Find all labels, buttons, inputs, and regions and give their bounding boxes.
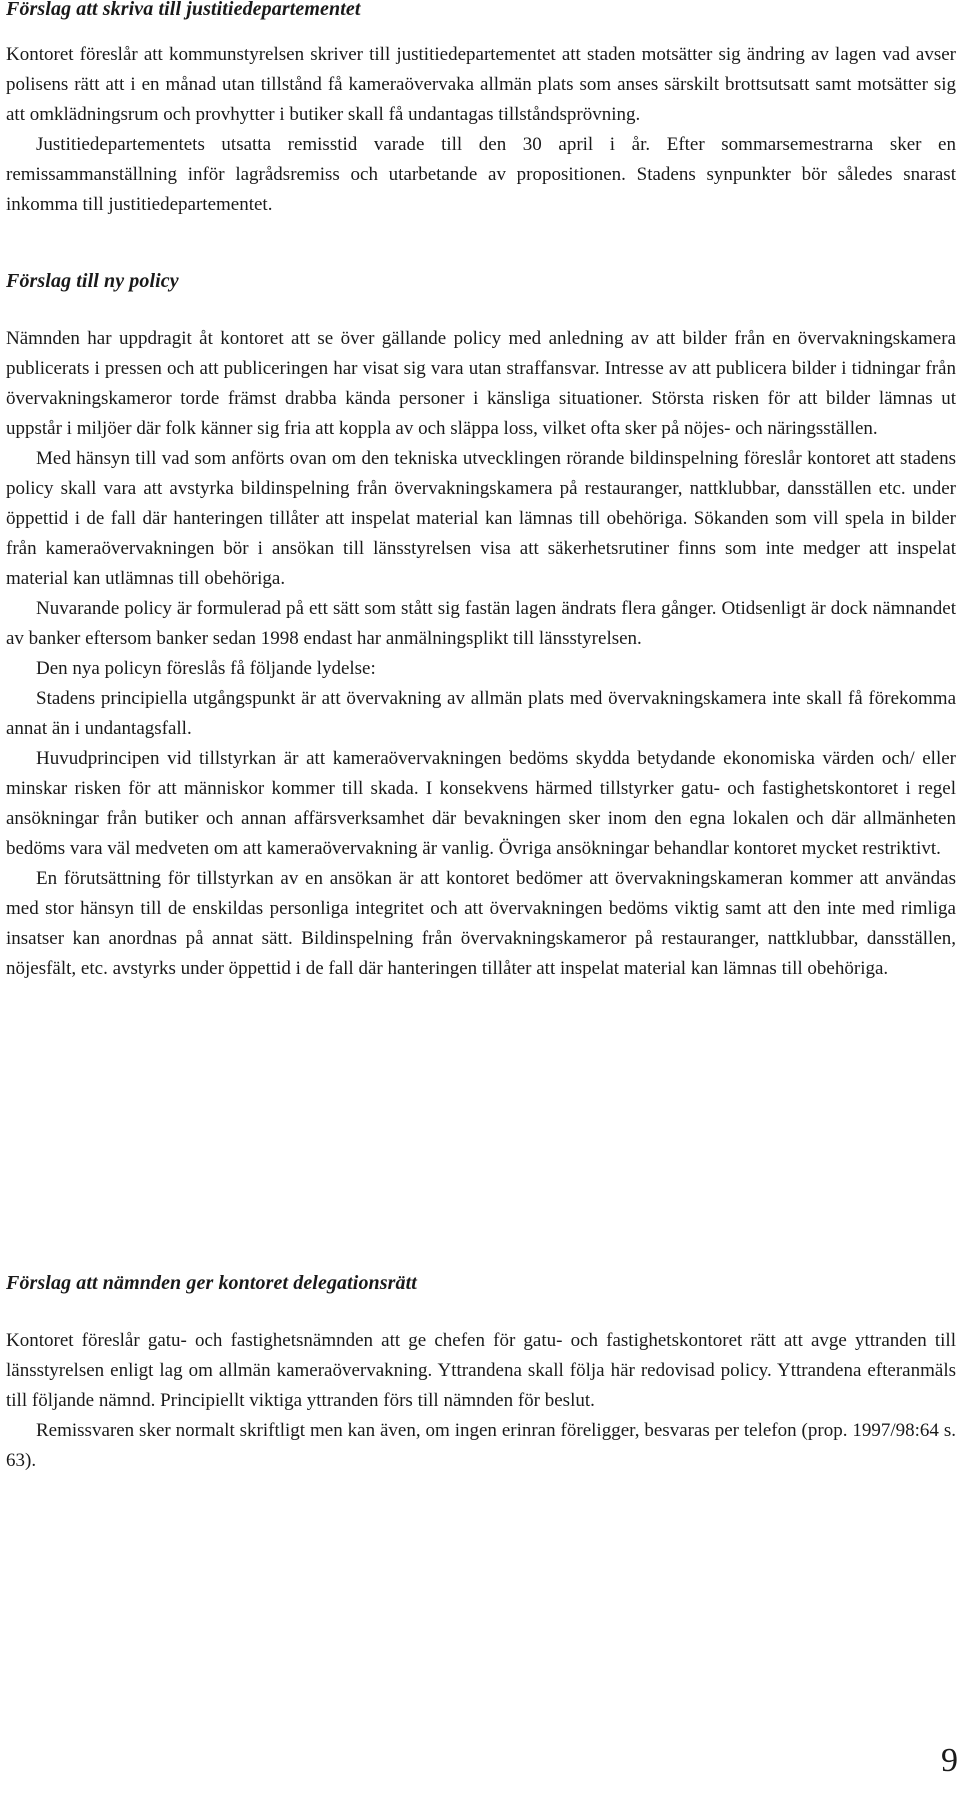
section-body-delegation [6,1326,956,1476]
paragraph: Kontoret föreslår att kommunstyrelsen skriver till justitiedepartementet att staden motsätter sig ändring av lagen vad avser polisens rätt att i en månad utan tillstånd få kameraövervaka allmän plats som anses särskilt brottsutsatt samt motsätter sig att omklädningsrum och provhytter i butiker skall få undantagas tillståndsprövning. [6,44,956,125]
paragraph: Kontoret föreslår gatu- och fastighetsnämnden att ge chefen för gatu- och fastighetskontoret rätt att avge yttranden till länsstyrelsen enligt lag om allmän kameraövervakning. Yttrandena skall följa här redovisad policy. Yttrandena efteranmäls till följande nämnd. Principiellt viktiga yttranden förs till nämnden för beslut. [6,1330,956,1411]
paragraph: Med hänsyn till vad som anförts ovan om den tekniska utvecklingen rörande bildinspelning föreslår kontoret att stadens policy skall vara att avstyrka bildinspelning från övervakningskamera på restauranger, nattklubbar, dansställen etc. under öppettid i de fall där hanteringen tillåter att inspelat material kan lämnas till obehöriga. Sökanden som vill spela in bilder från kameraövervakningen bör i ansökan till länsstyrelsen visa att säkerhetsrutiner finns som inte medger att inspelat material kan utlämnas till obehöriga. [6,448,956,589]
section-heading-policy: Förslag till ny policy [6,270,179,292]
section-heading-delegation: Förslag att nämnden ger kontoret delegationsrätt [6,1272,417,1294]
section-body-policy [6,324,956,984]
paragraph: Den nya policyn föreslås få följande lydelse: [36,658,376,679]
section-heading-justitie: Förslag att skriva till justitiedepartementet [6,0,361,20]
paragraph: Stadens principiella utgångspunkt är att övervakning av allmän plats med övervakningskamera inte skall få förekomma annat än i undantagsfall. [6,688,956,739]
section-body-justitie [6,40,956,220]
page-number: 9 [941,1742,958,1779]
paragraph: Remissvaren sker normalt skriftligt men kan även, om ingen erinran föreligger, besvaras per telefon (prop. 1997/98:64 s. 63). [6,1420,956,1471]
paragraph: Justitiedepartementets utsatta remisstid varade till den 30 april i år. Efter sommarsemestrarna sker en remissammanställning inför lagrådsremiss och utarbetande av propositionen. Stadens synpunkter bör således snarast inkomma till justitiedepartementet. [6,134,956,215]
paragraph: Huvudprincipen vid tillstyrkan är att kameraövervakningen bedöms skydda betydande ekonomiska värden och/ eller minskar risken för att människor kommer till skada. I konsekvens härmed tillstyrker gatu- och fastighetskontoret i regel ansökningar från butiker och annan affärsverksamhet där bevakningen sker inom den egna lokalen och där allmänheten bedöms vara väl medveten om att kameraövervakning är vanlig. Övriga ansökningar behandlar kontoret mycket restriktivt. [6,748,956,859]
paragraph: En förutsättning för tillstyrkan av en ansökan är att kontoret bedömer att övervakningskameran kommer att användas med stor hänsyn till de enskildas personliga integritet och att övervakningen bedöms viktig samt att den inte med rimliga insatser kan anordnas på annat sätt. Bildinspelning från övervakningskameror på restauranger, nattklubbar, dansställen, nöjesfält, etc. avstyrks under öppettid i de fall där hanteringen tillåter att inspelat material kan lämnas till obehöriga. [6,868,956,979]
paragraph: Nämnden har uppdragit åt kontoret att se över gällande policy med anledning av att bilder från en övervakningskamera publicerats i pressen och att publiceringen har visat sig vara utan straffansvar. Intresse av att publicera bilder i tidningar från övervakningskameror torde främst drabba kända personer i känsliga situationer. Största risken för att bilder lämnas ut uppstår i miljöer där folk känner sig fria att koppla av och släppa loss, vilket ofta sker på nöjes- och näringsställen. [6,328,956,439]
paragraph: Nuvarande policy är formulerad på ett sätt som stått sig fastän lagen ändrats flera gånger. Otidsenligt är dock nämnandet av banker eftersom banker sedan 1998 endast har anmälningsplikt till länsstyrelsen. [6,598,956,649]
